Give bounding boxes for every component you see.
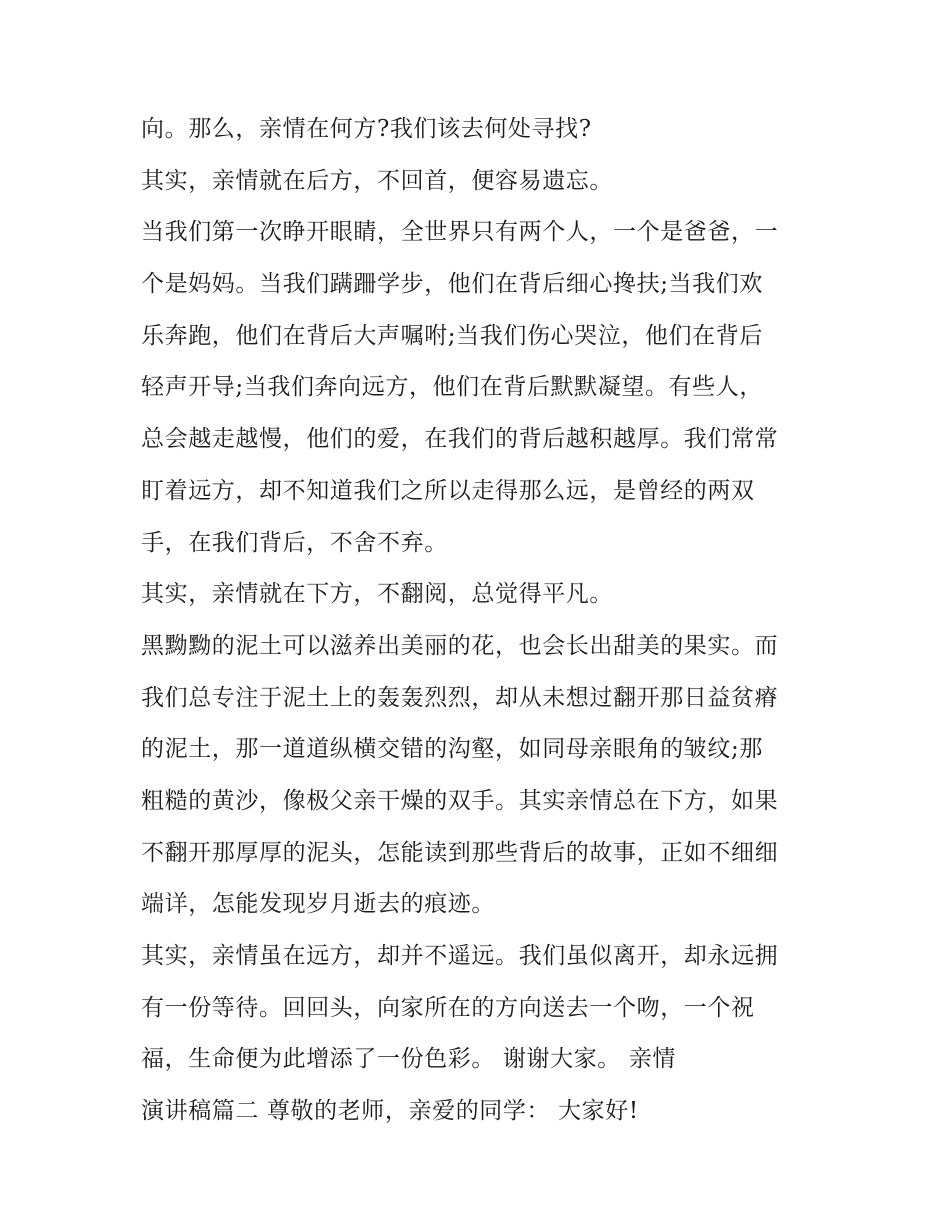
text-line: 我们总专注于泥土上的轰轰烈烈，却从未想过翻开那日益贫瘠: [141, 684, 779, 711]
text-line: 粗糙的黄沙，像极父亲干燥的双手。其实亲情总在下方，如果: [141, 787, 779, 814]
text-line: 的泥土，那一道道纵横交错的沟壑，如同母亲眼角的皱纹;那: [141, 736, 763, 763]
text-line: 不翻开那厚厚的泥头，怎能读到那些背后的故事，正如不细细: [141, 839, 779, 866]
text-line: 总会越走越慢，他们的爱，在我们的背后越积越厚。我们常常: [141, 426, 779, 453]
text-line: 福，生命便为此增添了一份色彩。 谢谢大家。 亲情: [141, 1046, 677, 1073]
text-line: 演讲稿篇二 尊敬的老师，亲爱的同学： 大家好!: [141, 1098, 639, 1125]
text-line: 个是妈妈。当我们蹒跚学步，他们在背后细心搀扶;当我们欢: [141, 271, 763, 298]
text-line: 其实，亲情就在后方，不回首，便容易遗忘。: [141, 167, 613, 194]
text-line: 端详，怎能发现岁月逝去的痕迹。: [141, 891, 495, 918]
text-line: 向。那么，亲情在何方?我们该去何处寻找?: [141, 116, 592, 142]
text-line: 有一份等待。回回头，向家所在的方向送去一个吻，一个祝: [141, 994, 755, 1021]
text-line: 手，在我们背后，不舍不弃。: [141, 529, 448, 556]
text-line: 当我们第一次睁开眼睛，全世界只有两个人，一个是爸爸，一: [141, 219, 779, 246]
text-line: 黑黝黝的泥土可以滋养出美丽的花，也会长出甜美的果实。而: [141, 632, 779, 659]
text-line: 轻声开导;当我们奔向远方，他们在背后默默凝望。有些人，: [141, 374, 763, 401]
speech-text: [141, 104, 821, 1138]
text-line: 盯着远方，却不知道我们之所以走得那么远，是曾经的两双: [141, 477, 755, 504]
text-line: 其实，亲情虽在远方，却并不遥远。我们虽似离开，却永远拥: [141, 943, 779, 969]
text-line: 其实，亲情就在下方，不翻阅，总觉得平凡。: [141, 581, 613, 608]
text-line: 乐奔跑，他们在背后大声嘱咐;当我们伤心哭泣，他们在背后: [141, 322, 763, 349]
